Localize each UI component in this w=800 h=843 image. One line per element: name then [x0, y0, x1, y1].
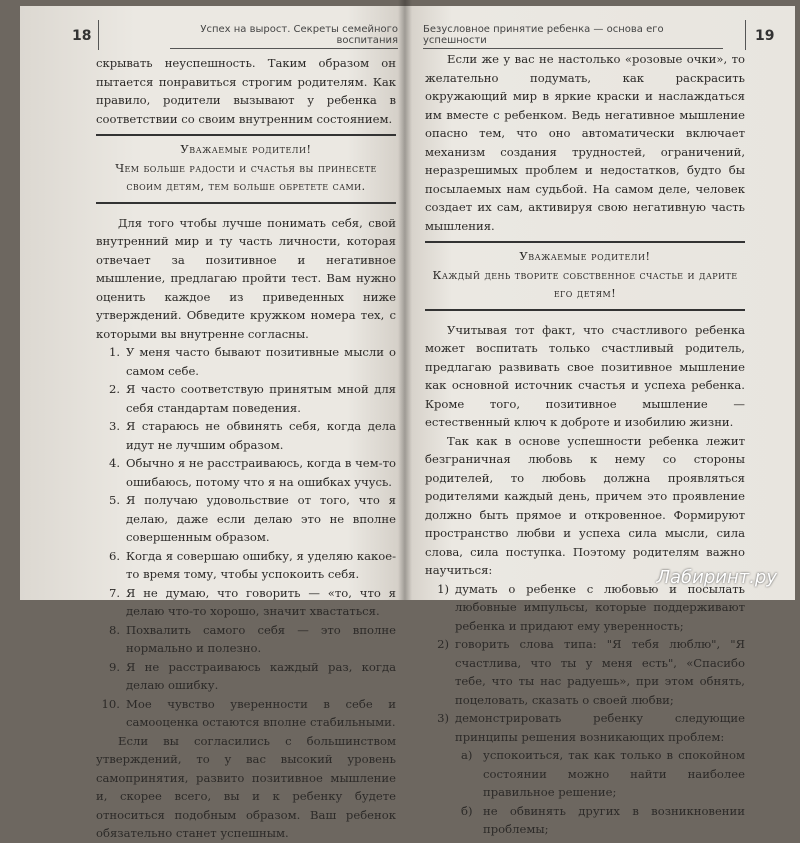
callout-text: Каждый день творите собственное счастье и дарите его детям!: [432, 267, 738, 300]
list-item: [461, 746, 745, 802]
running-header: Успех на вырост. Секреты семейного воспитания: [170, 24, 398, 49]
callout-box: [96, 134, 396, 204]
body-paragraph: Учитывая тот факт, что счастливого ребенка может воспитать только счастливый родитель, предлагаю развивать свое позитивное мышление как основной источник счастья и успеха ребенка. Кроме того, позитивное мышление — естественный ключ к доброте и изобилию жизни.: [425, 322, 745, 429]
list-item: [96, 695, 396, 732]
list-item-number: 5.: [108, 493, 120, 507]
list-item-number: 1.: [108, 345, 120, 359]
page-number: 18: [72, 28, 92, 44]
list-item-number: 6.: [108, 548, 120, 563]
list-item: [96, 491, 396, 547]
skills-list: [425, 580, 745, 747]
list-item-text: Похвалить самого себя — это вполне нормально и полезно.: [126, 622, 396, 655]
list-item-text: Я не думаю, что говорить — «то, что я делаю что-то хорошо, значит хвастаться.: [126, 585, 396, 618]
callout-heading: Уважаемые родители!: [180, 142, 312, 156]
list-item: [96, 658, 396, 695]
list-item-number: 3): [437, 711, 449, 725]
list-item-text: думать о ребенке с любовью и посылать любовные импульсы, которые поддерживают ребенка и придают ему уверенность;: [455, 581, 745, 633]
list-item-number: 2): [437, 637, 449, 651]
body-paragraph: Так как в основе успешности ребенка лежит безграничная любовь к нему со стороны родителей, то любовь должна проявляться родителями каждый день, причем это проявление должно быть прямое и откровенное. Формируют пространство любви и успеха сила мысли, сила слова, сила поступка. Поэтому родителям важно научиться:: [425, 433, 745, 577]
list-item-text: Обычно я не расстраиваюсь, когда в чем-то ошибаюсь, потому что я на ошибках учусь.: [126, 456, 396, 489]
callout-heading: Уважаемые родители!: [519, 249, 651, 263]
list-item-text: успокоиться, так как только в спокойном состоянии можно найти наиболее правильное решение;: [483, 748, 745, 799]
list-item-number: 1): [437, 581, 449, 596]
list-item-text: Я не расстраиваюсь каждый раз, когда делаю ошибку.: [126, 659, 396, 692]
list-item: [96, 380, 396, 417]
list-item-text: Я стараюсь не обвинять себя, когда дела идут не лучшим образом.: [126, 419, 396, 452]
list-item-number: 9.: [108, 659, 120, 674]
right-page: [405, 6, 795, 836]
list-item-number: 2.: [108, 382, 120, 396]
list-item-number: 3.: [108, 419, 120, 433]
header-rule: [745, 20, 746, 50]
list-item-text: демонстрировать ребенку следующие принципы решения возникающих проблем:: [455, 711, 745, 744]
list-item-number: б): [461, 803, 473, 818]
intro-paragraph: Если же у вас не настолько «розовые очки», то желательно подумать, как раскрасить окружающий мир в яркие краски и наслаждаться им вместе с ребенком. Ведь негативное мышление опасно тем, что оно автоматически включает механизм создания трудностей, ограничений, неразрешимых проблем и недостатков, будто бы посылаемых нам судьбой. На самом деле, человек создает их сам, активируя свою негативную часть мышления.: [425, 52, 745, 233]
list-item-text: Когда я совершаю ошибку, я уделяю какое-то время тому, чтобы успокоить себя.: [126, 548, 396, 581]
list-item-text: У меня часто бывают позитивные мысли о самом себе.: [126, 345, 396, 378]
left-page-body: [96, 54, 396, 843]
list-item: [96, 417, 396, 454]
list-item-text: Я получаю удовольствие от того, что я делаю, даже если делаю это не вполне совершенным образом.: [126, 493, 396, 544]
list-item-number: 4.: [108, 456, 120, 470]
list-item: [96, 343, 396, 380]
page-number: 19: [755, 28, 775, 44]
statement-list: [96, 343, 396, 732]
principles-sublist: [425, 746, 745, 839]
list-item-text: Мое чувство уверенности в себе и самооценка остаются вполне стабильными.: [126, 696, 396, 729]
list-item-text: Я часто соответствую принятым мной для себя стандартам поведения.: [126, 382, 396, 415]
body-paragraph: Для того чтобы лучше понимать себя, свой внутренний мир и ту часть личности, которая отвечает за позитивное и негативное мышление, предлагаю пройти тест. Вам нужно оценить каждое из приведенных ниже утверждений. Обведите кружком номера тех, с которыми вы внутренне согласны.: [96, 215, 396, 341]
list-item-number: 7.: [108, 585, 120, 600]
list-item: [425, 709, 745, 746]
watermark-logo: Лабиринт.ру: [656, 567, 777, 588]
right-page-body: [425, 50, 745, 839]
list-item-number: 8.: [108, 622, 120, 637]
intro-paragraph: скрывать неуспешность. Таким образом он пытается понравиться строгим родителям. Как правило, родители вызывают у ребенка в соответствии со своим внутренним состоянием.: [96, 56, 396, 126]
header-rule: [98, 20, 99, 50]
list-item-text: говорить слова типа: "Я тебя люблю", "Я счастлива, что ты у меня есть", «Спасибо тебе, что ты нас радуешь», при этом обнять, поцеловать, сказать о своей любви;: [455, 637, 745, 707]
list-item: [96, 584, 396, 621]
list-item-text: не обвинять других в возникновении проблемы;: [483, 803, 745, 836]
callout-box: [425, 241, 745, 311]
callout-text: Чем больше радости и счастья вы принесете своим детям, тем больше обретете сами.: [115, 160, 377, 193]
closing-paragraph: Если вы согласились с большинством утверждений, то у вас высокий уровень самопринятия, развито позитивное мышление и, скорее всего, вы и к ребенку будете относиться подобным образом. Ваш ребенок обязательно станет успешным.: [96, 733, 396, 840]
left-page: [20, 6, 405, 840]
list-item: [461, 802, 745, 839]
list-item: [96, 454, 396, 491]
list-item-number: 10.: [101, 696, 120, 711]
list-item: [96, 547, 396, 584]
list-item: [96, 621, 396, 658]
running-header: Безусловное принятие ребенка — основа его успешности: [423, 24, 723, 49]
book-gutter: [398, 0, 412, 600]
list-item: [425, 635, 745, 709]
list-item-number: а): [461, 748, 473, 762]
